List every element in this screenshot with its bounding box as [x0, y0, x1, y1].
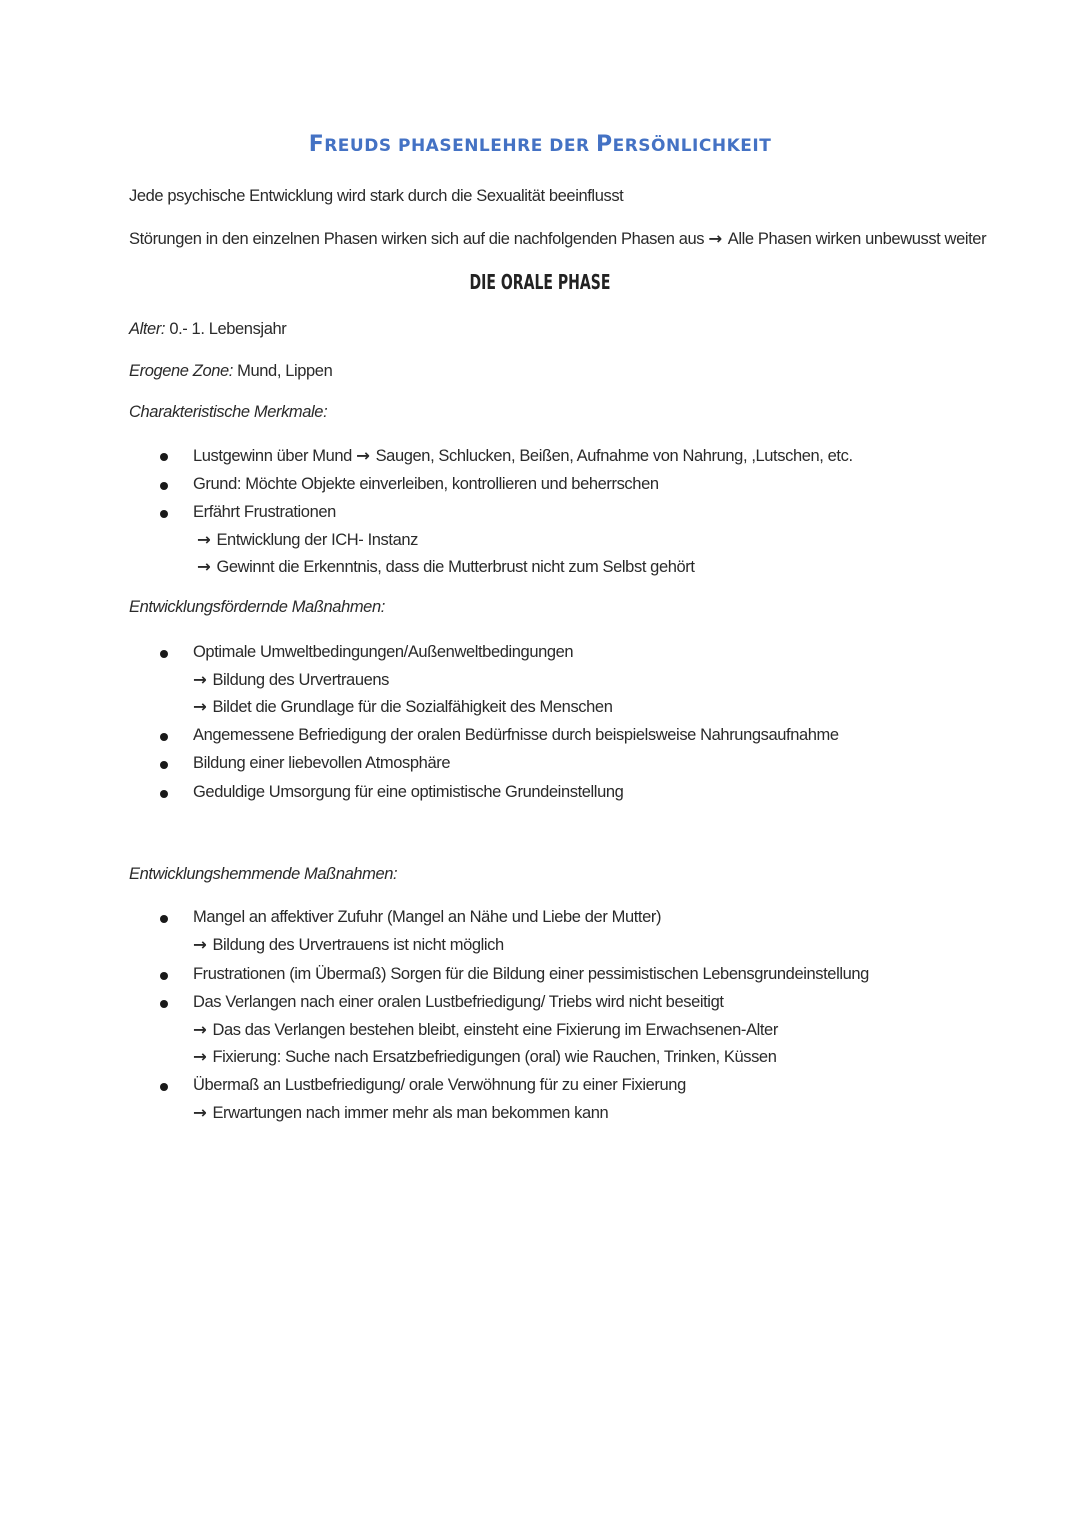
arrow-right-icon: →	[193, 935, 207, 954]
bullet-icon	[160, 790, 168, 798]
intro-line-1: Jede psychische Entwicklung wird stark durch die Sexualität beeinflusst	[129, 187, 624, 205]
arrow-right-icon: →	[197, 557, 211, 576]
inhibiting-label: Entwicklungshemmende Maßnahmen:	[129, 865, 398, 883]
bullet-icon	[160, 1083, 168, 1091]
sub-item: → Fixierung: Suche nach Ersatzbefriedigungen (oral) wie Rauchen, Trinken, Küssen	[193, 1047, 777, 1066]
section-title: DIE ORALE PHASE	[469, 270, 611, 294]
bullet-icon	[160, 972, 168, 980]
bullet-icon	[160, 915, 168, 923]
sub-item: → Gewinnt die Erkenntnis, dass die Mutterbrust nicht zum Selbst gehört	[197, 557, 695, 576]
arrow-right-icon: →	[193, 1103, 207, 1122]
zone-line: Erogene Zone: Mund, Lippen	[129, 362, 333, 380]
bullet-icon	[160, 482, 168, 490]
arrow-right-icon: →	[193, 670, 207, 689]
list-item: Lustgewinn über Mund → Saugen, Schlucken, Beißen, Aufnahme von Nahrung, ,Lutschen, etc.	[193, 446, 853, 465]
list-item: Mangel an affektiver Zufuhr (Mangel an Nähe und Liebe der Mutter)	[193, 908, 662, 926]
sub-item: → Erwartungen nach immer mehr als man bekommen kann	[193, 1103, 609, 1122]
list-item: Grund: Möchte Objekte einverleiben, kontrollieren und beherrschen	[193, 475, 659, 493]
bullet-icon	[160, 761, 168, 769]
bullet-icon	[160, 650, 168, 658]
list-item: Frustrationen (im Übermaß) Sorgen für die Bildung einer pessimistischen Lebensgrundeinstellung	[193, 965, 869, 983]
list-item: Übermaß an Lustbefriedigung/ orale Verwöhnung für zu einer Fixierung	[193, 1076, 686, 1094]
arrow-right-icon: →	[708, 229, 722, 248]
sub-item: → Bildung des Urvertrauens ist nicht möglich	[193, 935, 504, 954]
sub-item: → Bildung des Urvertrauens	[193, 670, 390, 689]
arrow-right-icon: →	[193, 697, 207, 716]
bullet-icon	[160, 510, 168, 518]
list-item: Optimale Umweltbedingungen/Außenweltbedingungen	[193, 643, 574, 661]
arrow-right-icon: →	[356, 446, 370, 465]
arrow-right-icon: →	[193, 1047, 207, 1066]
intro-line-2: Störungen in den einzelnen Phasen wirken sich auf die nachfolgenden Phasen aus → Alle Phasen wirken unbewusst weiter	[129, 229, 987, 248]
bullet-icon	[160, 453, 168, 461]
sub-item: → Das das Verlangen bestehen bleibt, einsteht eine Fixierung im Erwachsenen-Alter	[193, 1020, 778, 1039]
characteristics-label: Charakteristische Merkmale:	[129, 403, 328, 421]
sub-item: → Bildet die Grundlage für die Sozialfähigkeit des Menschen	[193, 697, 613, 716]
list-item: Angemessene Befriedigung der oralen Bedürfnisse durch beispielsweise Nahrungsaufnahme	[193, 726, 839, 744]
list-item: Bildung einer liebevollen Atmosphäre	[193, 754, 451, 772]
arrow-right-icon: →	[197, 530, 211, 549]
page-title: FREUDS PHASENLEHRE DER PERSÖNLICHKEIT	[308, 132, 772, 157]
bullet-icon	[160, 1000, 168, 1008]
age-line: Alter: 0.- 1. Lebensjahr	[129, 320, 287, 338]
list-item: Das Verlangen nach einer oralen Lustbefriedigung/ Triebs wird nicht beseitigt	[193, 993, 724, 1011]
arrow-right-icon: →	[193, 1020, 207, 1039]
bullet-icon	[160, 733, 168, 741]
promoting-label: Entwicklungsfördernde Maßnahmen:	[129, 598, 385, 616]
list-item: Erfährt Frustrationen	[193, 503, 336, 521]
sub-item: → Entwicklung der ICH- Instanz	[197, 530, 418, 549]
list-item: Geduldige Umsorgung für eine optimistische Grundeinstellung	[193, 783, 624, 801]
